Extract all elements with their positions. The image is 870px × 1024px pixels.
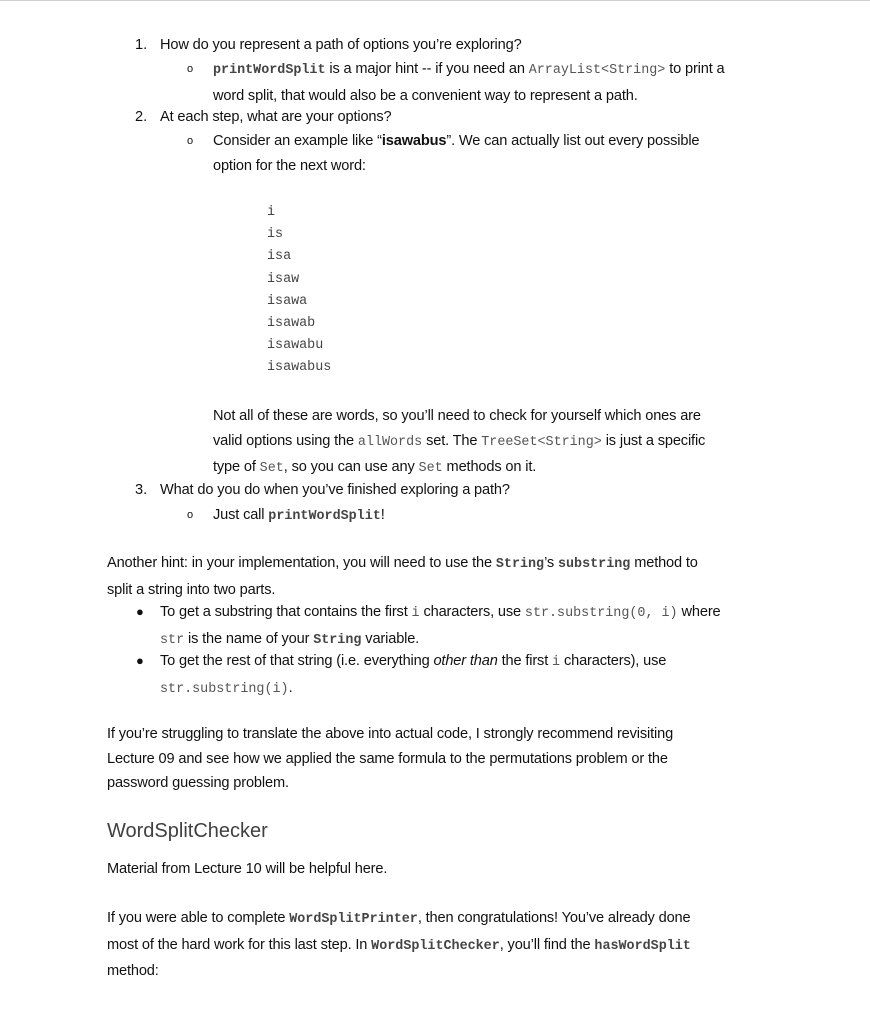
text-run: If you were able to complete	[107, 910, 290, 926]
circle-bullet-icon: o	[187, 63, 194, 75]
text-run: Another hint: in your implementation, you will need to use the	[107, 555, 496, 571]
inline-code: hasWordSplit	[594, 938, 691, 954]
bullet-1	[160, 600, 721, 653]
text-run: word split, that would also be a convenient way to represent a path.	[213, 87, 638, 104]
para-struggling	[107, 722, 673, 796]
text-run: Not all of these are words, so you’ll need to check for yourself which ones are	[213, 408, 701, 424]
prefix-item: isaw	[267, 271, 300, 287]
inline-code: Set	[418, 461, 443, 476]
text-run: valid options using the	[213, 432, 358, 449]
text-run: To get a substring that contains the first	[160, 604, 412, 620]
prefix-item: is	[267, 227, 284, 243]
para-another-hint	[107, 551, 698, 602]
text-run: password guessing problem.	[107, 775, 289, 791]
prefix-item: isawabu	[267, 338, 324, 354]
prefix-item: isawa	[267, 293, 308, 309]
text-run: variable.	[361, 630, 420, 647]
list-number: 3.	[135, 482, 148, 498]
inline-code: WordSplitChecker	[371, 938, 500, 954]
text-run: set. The	[422, 432, 482, 449]
circle-bullet-icon: o	[187, 135, 194, 147]
text-run: method to	[630, 555, 698, 571]
text-run: .	[288, 679, 293, 696]
text-run: !	[380, 507, 385, 523]
inline-code: str.substring(0, i)	[524, 606, 678, 621]
prefix-item: isa	[267, 249, 292, 265]
text-run: ”. We can actually list out every possible	[446, 133, 700, 149]
inline-code: TreeSet<String>	[481, 434, 602, 450]
section-heading: WordSplitChecker	[107, 820, 268, 842]
inline-code: printWordSplit	[213, 63, 326, 78]
sub-3	[213, 503, 385, 530]
text-run: type of	[213, 459, 260, 475]
sub-1	[213, 57, 725, 108]
prefix-item: isawab	[267, 316, 316, 332]
text-run: is just a specific	[601, 432, 706, 449]
bullet-dot-icon: ●	[136, 653, 144, 668]
item-2	[160, 105, 392, 130]
item-1	[160, 33, 522, 58]
list-number: 2.	[135, 109, 148, 125]
text-run: ’s	[544, 555, 558, 571]
inline-code: printWordSplit	[268, 509, 381, 524]
para-not-all	[213, 404, 705, 482]
inline-code: str	[160, 632, 185, 648]
text-run: option for the next word:	[213, 157, 366, 174]
inline-code: Set	[259, 461, 284, 476]
text-run: isawabus	[381, 133, 447, 149]
page-edge	[0, 0, 870, 1]
text-run: split a string into two parts.	[107, 581, 276, 598]
inline-code: allWords	[357, 434, 423, 450]
bullet-2	[160, 649, 666, 702]
inline-code: WordSplitPrinter	[289, 912, 418, 927]
item-3	[160, 478, 510, 503]
text-run: , then congratulations! You’ve already done	[417, 910, 691, 926]
text-run: characters, use	[419, 604, 525, 620]
text-run: where	[677, 604, 721, 620]
prefix-item: isawabus	[267, 360, 332, 376]
text-run: to print a	[665, 61, 725, 77]
inline-code: i	[411, 606, 420, 621]
text-run: is the name of your	[184, 630, 314, 647]
para-material	[107, 857, 387, 882]
inline-code: String	[313, 632, 362, 648]
text-run: , so you can use any	[283, 459, 419, 475]
text-run: method:	[107, 963, 159, 979]
text-run: Material from Lecture 10 will be helpful here.	[107, 861, 388, 877]
text-run: the first	[497, 653, 553, 669]
text-run: To get the rest of that string (i.e. everything	[160, 653, 434, 669]
text-run: Just call	[213, 507, 269, 523]
text-run: most of the hard work for this last step. In	[107, 936, 372, 953]
inline-code: ArrayList<String>	[528, 63, 666, 78]
inline-code: str.substring(i)	[160, 681, 289, 697]
text-run: , you’ll find the	[499, 936, 595, 953]
text-run: What do you do when you’ve finished exploring a path?	[160, 482, 510, 498]
circle-bullet-icon: o	[187, 509, 194, 521]
bullet-dot-icon: ●	[136, 604, 144, 619]
text-run: Consider an example like “	[213, 133, 382, 149]
text-run: is a major hint -- if you need an	[325, 61, 529, 77]
inline-code: substring	[557, 557, 631, 572]
list-number: 1.	[135, 37, 148, 53]
inline-code: i	[552, 655, 561, 670]
text-run: Lecture 09 and see how we applied the same formula to the permutations problem or the	[107, 750, 668, 767]
inline-code: String	[495, 557, 545, 572]
text-run: characters), use	[560, 653, 667, 669]
prefix-item: i	[267, 205, 276, 220]
text-run: If you’re struggling to translate the above into actual code, I strongly recommend revisiting	[107, 726, 674, 742]
text-run: At each step, what are your options?	[160, 109, 392, 125]
para-if-you-were	[107, 906, 691, 984]
prefix-code-list	[267, 202, 331, 380]
text-run: How do you represent a path of options you’re exploring?	[160, 37, 522, 53]
text-run: other than	[433, 653, 498, 669]
sub-2	[213, 129, 699, 178]
text-run: methods on it.	[442, 459, 537, 475]
